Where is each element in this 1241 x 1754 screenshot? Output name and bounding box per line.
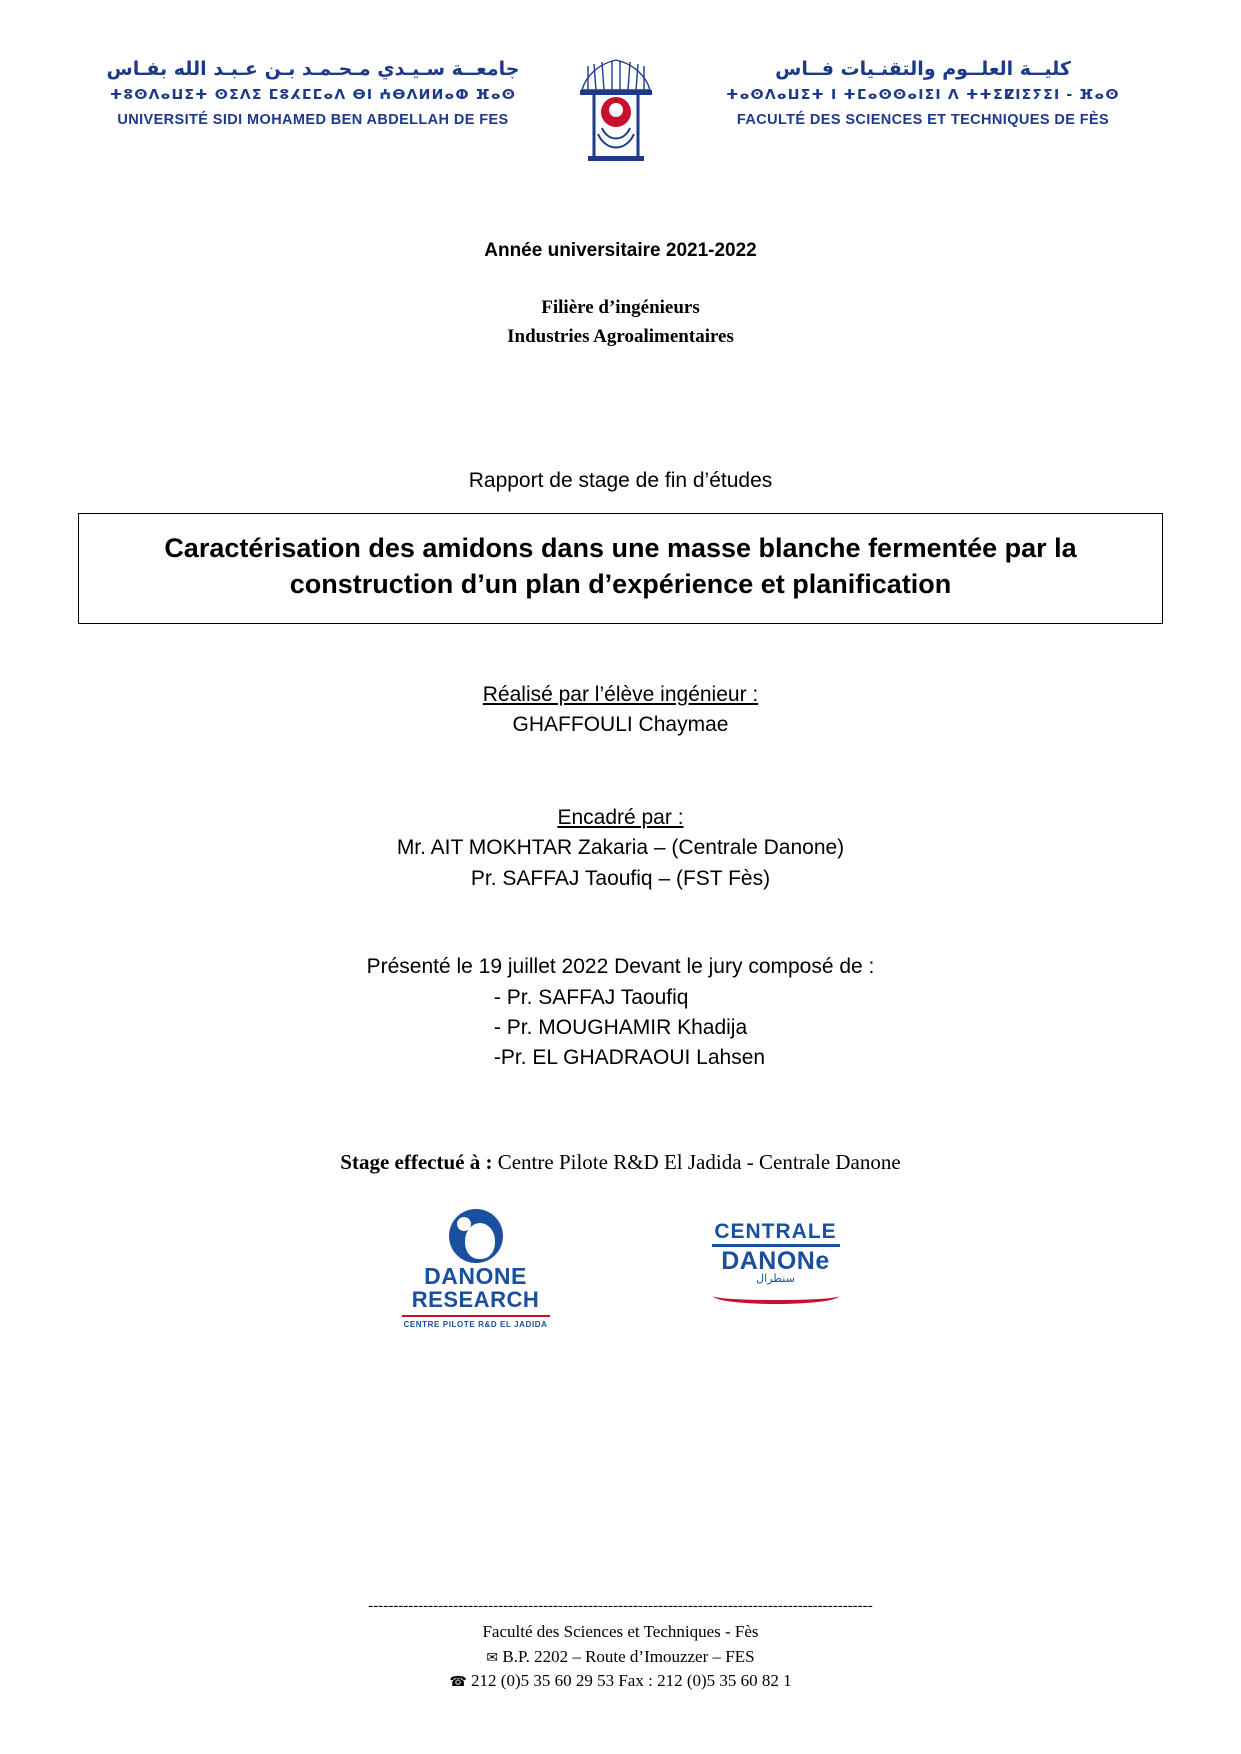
centrale-danone-bottom: DANONe bbox=[721, 1246, 830, 1275]
footer-phone: 212 (0)5 35 60 29 53 Fax : 212 (0)5 35 60 82 1 bbox=[471, 1671, 792, 1691]
footer-address-line bbox=[0, 1645, 1241, 1670]
telephone-icon: ☎ bbox=[449, 1674, 467, 1691]
document-header bbox=[78, 48, 1163, 178]
danone-research-subtitle: RESEARCH bbox=[411, 1286, 540, 1312]
centrale-danone-top: CENTRALE bbox=[714, 1219, 837, 1243]
supervisor-entry: Mr. AIT MOKHTAR Zakaria – (Centrale Danone) bbox=[396, 836, 845, 860]
author-label: Réalisé par l’élève ingénieur : bbox=[482, 682, 759, 706]
page-title: Caractérisation des amidons dans une masse blanche fermentée par la construction d’un plan d’expérience et planification bbox=[164, 533, 1077, 600]
supervisor-entry: Pr. SAFFAJ Taoufiq – (FST Fès) bbox=[470, 866, 771, 890]
faculty-name-tifinagh: ⵜⴰⵙⴷⴰⵡⵉⵜ ⵏ ⵜⵎⴰⵙⵙⴰⵏⵉⵏ ⴷ ⵜⵜⵉⵇⵏⵉⵢⵉⵏ - ⴼⴰⵙ bbox=[726, 86, 1120, 103]
jury-member: - Pr. SAFFAJ Taoufiq bbox=[493, 985, 689, 1009]
jury-member: -Pr. EL GHADRAOUI Lahsen bbox=[493, 1046, 766, 1070]
centrale-danone-arabic: سنطرال bbox=[756, 1271, 795, 1285]
university-name-french: UNIVERSITÉ SIDI MOHAMED BEN ABDELLAH DE FES bbox=[117, 112, 509, 129]
university-identity-left bbox=[98, 58, 528, 129]
internship-block bbox=[78, 1150, 1163, 1175]
partner-logos bbox=[78, 1209, 1163, 1329]
footer-divider: ----------------------------------------------------------------------------------------------------- bbox=[368, 1598, 873, 1615]
jury-members bbox=[494, 983, 765, 1074]
defense-block bbox=[78, 952, 1163, 1074]
internship-place: Centre Pilote R&D El Jadida - Centrale Danone bbox=[497, 1149, 901, 1174]
mail-icon: ✉ bbox=[486, 1649, 499, 1666]
centrale-danone-swoosh-icon bbox=[713, 1288, 839, 1304]
program-line-2: Industries Agroalimentaires bbox=[507, 325, 734, 347]
university-crest-icon bbox=[568, 54, 664, 166]
academic-year: Année universitaire 2021-2022 bbox=[484, 240, 757, 261]
author-name: GHAFFOULI Chaymae bbox=[512, 713, 729, 737]
university-name-arabic: جامعــة سـيـدي مـحـمـد بـن عـبـد الله بفـاس bbox=[106, 58, 520, 80]
danone-research-rule bbox=[402, 1315, 550, 1317]
danone-research-name: DANONE bbox=[424, 1262, 527, 1289]
program-block bbox=[78, 294, 1163, 351]
internship-label: Stage effectué à : bbox=[340, 1149, 493, 1174]
faculty-name-french: FACULTÉ DES SCIENCES ET TECHNIQUES DE FÈS bbox=[736, 112, 1110, 129]
danone-research-mark-icon bbox=[449, 1209, 503, 1263]
footer-phone-line bbox=[0, 1669, 1241, 1694]
document-footer bbox=[0, 1596, 1241, 1694]
university-name-tifinagh: ⵜⵓⵙⴷⴰⵡⵉⵜ ⵙⵉⴷⵉ ⵎⵓⵃⵎⵎⴰⴷ ⴱⵏ ⵄⴱⴷⵍⵍⴰⵀ ⴼⴰⵙ bbox=[109, 86, 517, 103]
faculty-identity-right bbox=[703, 58, 1143, 129]
supervisors-label: Encadré par : bbox=[557, 805, 684, 829]
supervisors-block bbox=[78, 803, 1163, 894]
centrale-danone-logo bbox=[686, 1209, 866, 1304]
defense-intro: Présenté le 19 juillet 2022 Devant le jury composé de : bbox=[366, 955, 875, 979]
footer-address: B.P. 2202 – Route d’Imouzzer – FES bbox=[502, 1646, 755, 1666]
faculty-name-arabic: كليــة العلــوم والتقنـيات فــاس bbox=[775, 58, 1071, 80]
jury-member: - Pr. MOUGHAMIR Khadija bbox=[493, 1015, 748, 1039]
program-line-1: Filière d’ingénieurs bbox=[541, 297, 700, 318]
author-block bbox=[78, 680, 1163, 741]
report-type: Rapport de stage de fin d’études bbox=[468, 469, 773, 492]
title-box bbox=[78, 513, 1163, 624]
danone-research-logo bbox=[376, 1209, 576, 1329]
footer-institution: Faculté des Sciences et Techniques - Fès bbox=[482, 1622, 759, 1642]
danone-research-tagline: CENTRE PILOTE R&D EL JADIDA bbox=[403, 1319, 548, 1329]
